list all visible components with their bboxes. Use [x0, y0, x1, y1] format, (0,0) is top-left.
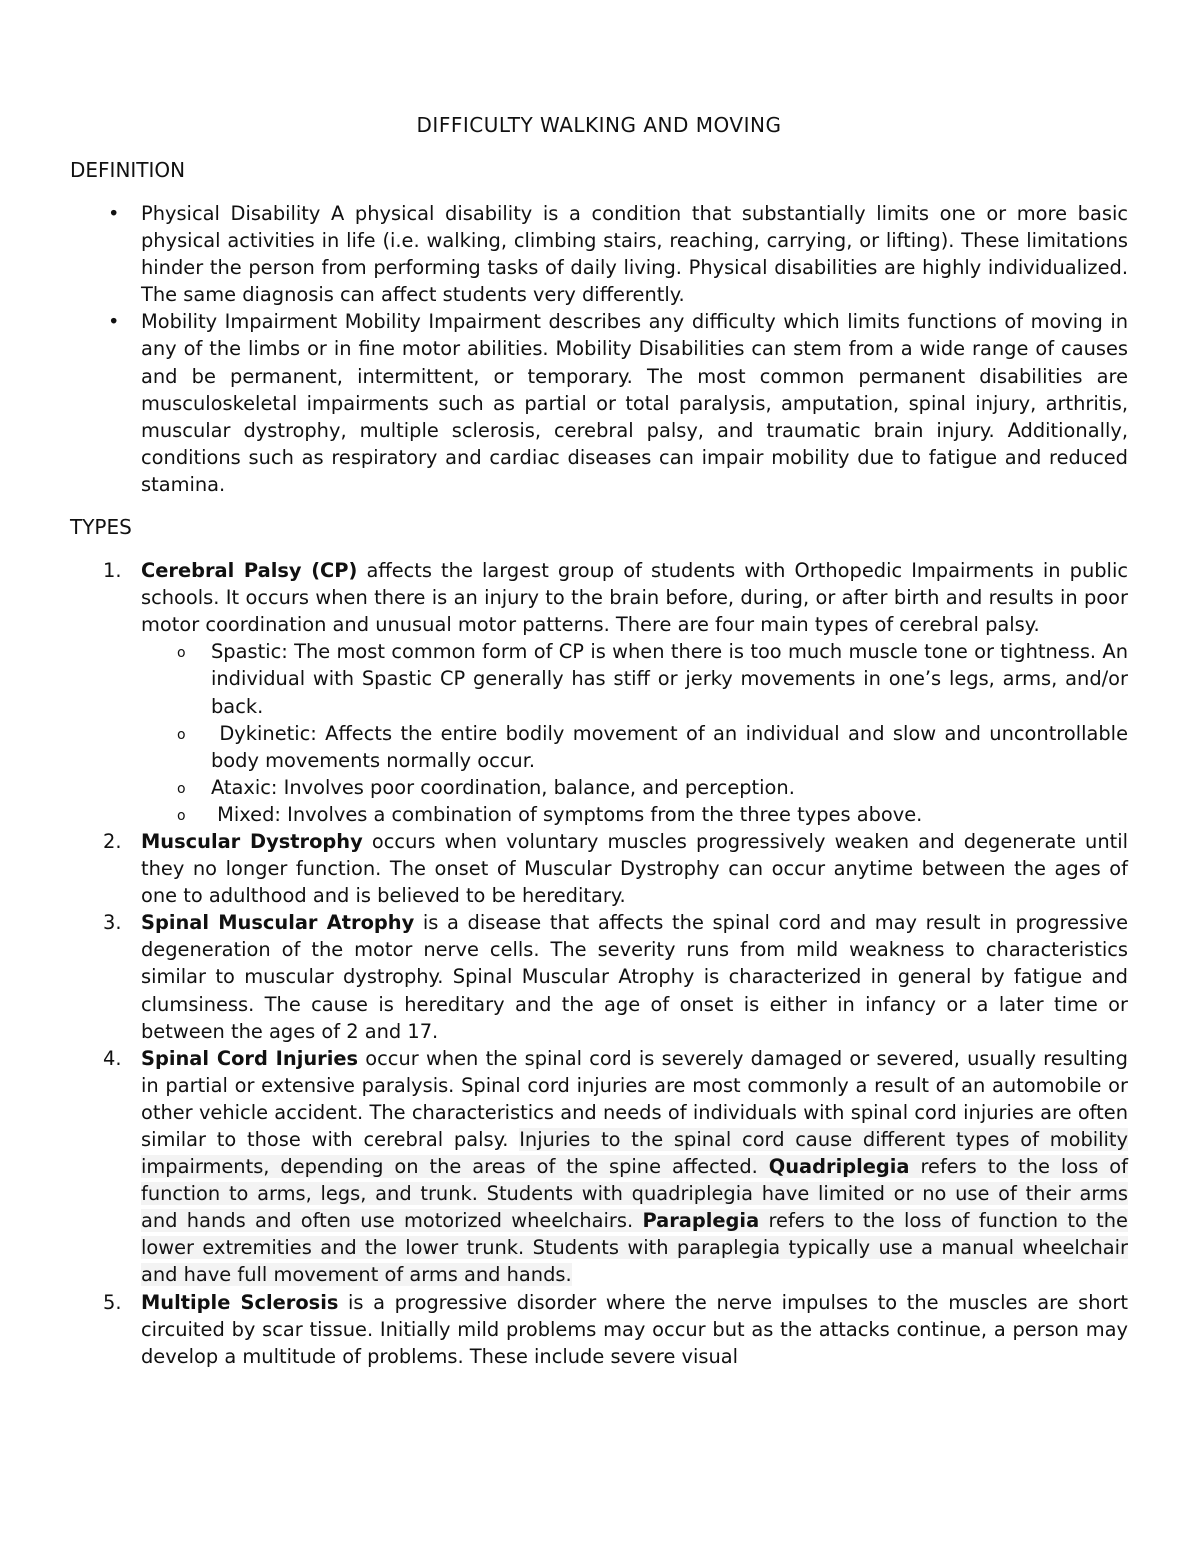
circle-bullet-icon: o: [177, 807, 186, 824]
circle-bullet-icon: o: [177, 726, 186, 743]
highlighted-text: Injuries to the spinal cord cause different types of mobility impairments, depending on the areas of the spine affected.: [141, 1128, 1128, 1179]
type-term: Cerebral Palsy (CP): [141, 559, 358, 583]
types-list: [70, 557, 1135, 1370]
cp-subtypes-list: [141, 638, 1135, 828]
type-subterm-paraplegia: Paraplegia: [642, 1209, 760, 1233]
item-number: 4.: [103, 1046, 122, 1070]
type-term: Spinal Muscular Atrophy: [141, 911, 415, 935]
type-term: Multiple Sclerosis: [141, 1290, 339, 1314]
definition-list: [70, 200, 1128, 498]
item-number: 5.: [103, 1290, 122, 1314]
circle-bullet-icon: o: [177, 780, 186, 797]
definition-mobility-impairment: Mobility Impairment Mobility Impairment describes any difficulty which limits functions of moving in any of the limbs or in fine motor abilities. Mobility Disabilities can stem from a wide range of causes and be permanent, intermittent, or temporary. The most common permanent disabilities are musculoskeletal impairments such as partial or total paralysis, amputation, spinal injury, arthritis, muscular dystrophy, multiple sclerosis, cerebral palsy, and traumatic brain injury. Additionally, conditions such as respiratory and cardiac diseases can impair mobility due to fatigue and reduced stamina.: [141, 310, 1128, 496]
type-item-spinal-muscular-atrophy: [70, 909, 1128, 1044]
item-number: 3.: [103, 911, 122, 935]
subtype-mixed: Mixed: Involves a combination of symptoms from the three types above.: [211, 802, 923, 826]
highlighted-text: refers to the loss of function to arms, legs, and trunk. Students with quadriplegia have limited or no use of their arms and hands and often use motorized wheelchairs.: [141, 1155, 1128, 1233]
bullet-icon: •: [108, 310, 120, 334]
type-description: occur when the spinal cord is severely damaged or severed, usually resulting in partial or extensive paralysis. Spinal cord injuries are most commonly a result of an automobile or other vehicle accident. The characteristics and needs of individuals with spinal cord injuries are often similar to those with cerebral palsy.: [141, 1046, 1128, 1151]
type-subterm-quadriplegia: Quadriplegia: [768, 1155, 910, 1179]
list-item: [141, 801, 1128, 828]
type-term: Spinal Cord Injuries: [141, 1046, 359, 1070]
type-description: is a progressive disorder where the nerve impulses to the muscles are short circuited by scar tissue. Initially mild problems may occur but as the attacks continue, a person may develop a multitude of problems. These include severe visual: [141, 1290, 1128, 1368]
highlighted-text: refers to the loss of function to the lower extremities and the lower trunk. Students with paraplegia typically use a manual wheelchair and have full movement of arms and hands.: [141, 1209, 1128, 1287]
type-description: is a disease that affects the spinal cord and may result in progressive degeneration of the motor nerve cells. The severity runs from mild weakness to characteristics similar to muscular dystrophy. Spinal Muscular Atrophy is characterized in general by fatigue and clumsiness. The cause is hereditary and the age of onset is either in infancy or a later time or between the ages of 2 and 17.: [141, 911, 1129, 1043]
type-item-spinal-cord-injuries: [70, 1045, 1128, 1289]
item-number: 1.: [103, 559, 122, 583]
type-item-cerebral-palsy: [70, 557, 1135, 828]
document-title: DIFFICULTY WALKING AND MOVING: [416, 113, 782, 137]
definition-physical-disability: Physical Disability A physical disability is a condition that substantially limits one or more basic physical activities in life (i.e. walking, climbing stairs, reaching, carrying, or lifting). These limitations hinder the person from performing tasks of daily living. Physical disabilities are highly individualized. The same diagnosis can affect students very differently.: [141, 202, 1128, 307]
item-number: 2.: [103, 829, 122, 853]
circle-bullet-icon: o: [177, 645, 186, 662]
list-item: [70, 308, 1128, 498]
type-item-muscular-dystrophy: [70, 828, 1128, 909]
type-description: occurs when voluntary muscles progressively weaken and degenerate until they no longer function. The onset of Muscular Dystrophy can occur anytime between the ages of one to adulthood and is believed to be hereditary.: [141, 829, 1128, 908]
bullet-icon: •: [108, 202, 120, 225]
list-item: [141, 638, 1128, 719]
type-description: affects the largest group of students with Orthopedic Impairments in public schools. It occurs when there is an injury to the brain before, during, or after birth and results in poor motor coordination and unusual motor patterns. There are four main types of cerebral palsy.: [141, 559, 1128, 637]
type-term: Muscular Dystrophy: [141, 829, 363, 853]
list-item: [70, 200, 1128, 308]
subtype-spastic: Spastic: The most common form of CP is when there is too much muscle tone or tightness. An individual with Spastic CP generally has stiff or jerky movements in one’s legs, arms, and/or back.: [211, 640, 1128, 718]
type-item-multiple-sclerosis: [70, 1289, 1128, 1370]
list-item: [141, 720, 1135, 774]
subtype-dykinetic: Dykinetic: Affects the entire bodily movement of an individual and slow and uncontrollable body movements normally occur.: [211, 721, 1135, 772]
types-heading: TYPES: [70, 515, 132, 540]
list-item: [141, 774, 1128, 801]
document-page: [70, 112, 1135, 1370]
definition-heading: DEFINITION: [70, 158, 186, 182]
subtype-ataxic: Ataxic: Involves poor coordination, balance, and perception.: [211, 775, 795, 799]
